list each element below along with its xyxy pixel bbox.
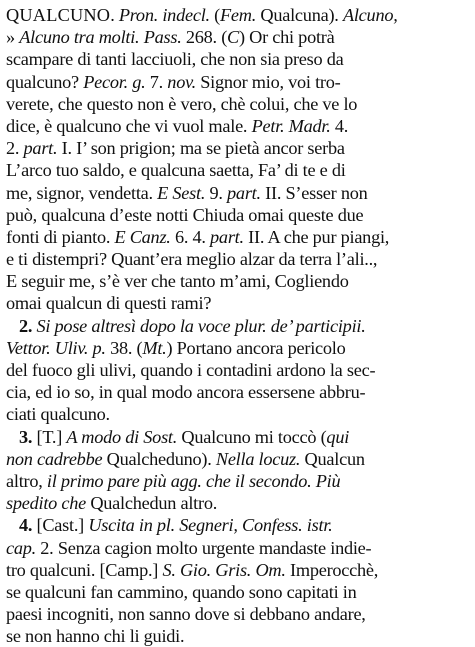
- text-segment: 268. (: [181, 27, 228, 48]
- headword: QUALCUNO: [6, 5, 111, 25]
- text-segment: nov.: [167, 71, 196, 92]
- text-segment: S. Gio. Gris. Om.: [162, 559, 286, 580]
- text-segment: L’arco tuo saldo, e qualcuna saetta, Fa’ di te e di: [6, 160, 346, 181]
- text-segment: ciati qualcuno.: [6, 404, 110, 425]
- text-line: [6, 4, 469, 26]
- text-segment: E Canz.: [114, 226, 171, 247]
- text-line: [6, 115, 469, 137]
- text-segment: il primo pare più agg. che il secondo. Più: [46, 470, 341, 491]
- text-segment: Pron. indecl.: [118, 5, 210, 25]
- text-line: [6, 71, 469, 93]
- text-line: [6, 492, 469, 514]
- text-line: [6, 270, 469, 292]
- text-line: [6, 182, 469, 204]
- text-segment: altro,: [6, 470, 47, 491]
- text-line: [6, 514, 469, 536]
- text-line: [6, 315, 469, 337]
- text-segment: »: [6, 27, 20, 48]
- text-segment: II. S’esser non: [260, 182, 368, 203]
- text-segment: 2.: [6, 315, 37, 336]
- text-segment: cia, ed io so, in qual modo ancora essersene abbru-: [6, 382, 366, 403]
- text-segment: Qualcun: [300, 448, 365, 469]
- text-line: [6, 448, 469, 470]
- text-segment: se qualcuni fan cammino, quando sono capitati in: [6, 581, 357, 602]
- text-segment: 6. 4.: [170, 226, 211, 247]
- text-line: [6, 559, 469, 581]
- text-segment: 38. (: [105, 337, 143, 358]
- text-line: [6, 292, 469, 314]
- text-segment: Uscita in pl. Segneri, Confess. istr.: [88, 515, 333, 536]
- text-segment: II. A che pur piangi,: [243, 226, 390, 247]
- text-segment: [T.]: [36, 426, 67, 447]
- text-segment: ) Or chi potrà: [239, 27, 335, 48]
- text-segment: non cadrebbe: [6, 448, 103, 469]
- text-segment: verete, che questo non è vero, chè colui, che ve lo: [6, 93, 358, 114]
- text-line: [6, 381, 469, 403]
- text-segment: 2. Senza cagion molto urgente mandaste indie-: [35, 537, 372, 558]
- text-line: [6, 204, 469, 226]
- text-segment: part.: [23, 138, 58, 159]
- text-segment: I. I’ son prigion; ma se pietà ancor serba: [57, 138, 345, 159]
- text-segment: 4.: [6, 515, 37, 536]
- text-segment: Vettor. Uliv. p.: [6, 337, 106, 358]
- text-line: [6, 93, 469, 115]
- text-line: [6, 625, 469, 647]
- text-segment: C: [227, 27, 239, 48]
- text-segment: fonti di pianto.: [6, 226, 115, 247]
- text-segment: se non hanno chi li guidi.: [6, 626, 185, 647]
- text-segment: omai qualcun di questi rami?: [6, 293, 212, 314]
- text-segment: cap.: [6, 537, 36, 558]
- text-line: [6, 359, 469, 381]
- text-line: [6, 470, 469, 492]
- text-segment: ) Portano ancora pericolo: [166, 337, 346, 358]
- text-segment: Mt.: [142, 337, 167, 358]
- text-segment: Alcuno tra molti. Pass.: [19, 27, 182, 48]
- text-segment: E Sest.: [157, 182, 206, 203]
- text-segment: Qualcuno mi toccò (: [177, 426, 327, 447]
- text-segment: A modo di Sost.: [66, 426, 178, 447]
- text-line: [6, 403, 469, 425]
- text-segment: e ti distempri? Quant’era meglio alzar da terra l’ali..,: [6, 249, 378, 270]
- text-line: [6, 26, 469, 48]
- text-segment: tro qualcuni. [Camp.]: [6, 559, 163, 580]
- text-segment: qui: [326, 426, 350, 447]
- text-segment: qualcuno?: [6, 71, 84, 92]
- text-segment: Fem.: [220, 5, 257, 25]
- text-segment: Qualcheduno).: [102, 448, 216, 469]
- text-segment: .: [110, 5, 119, 25]
- text-segment: dice, è qualcuno che vi vuol male.: [6, 115, 252, 136]
- text-line: [6, 159, 469, 181]
- text-segment: Alcuno,: [342, 5, 398, 25]
- text-segment: Imperocchè,: [285, 559, 379, 580]
- text-line: [6, 137, 469, 159]
- text-segment: me, signor, vendetta.: [6, 182, 158, 203]
- text-line: [6, 248, 469, 270]
- text-segment: Si pose altresì dopo la voce plur. de’ participii.: [36, 315, 366, 336]
- text-segment: può, qualcuna d’este notti Chiuda omai queste due: [6, 204, 364, 225]
- text-segment: Signor mio, voi tro-: [195, 71, 341, 92]
- text-segment: 2.: [6, 138, 24, 159]
- text-segment: Pecor. g.: [83, 71, 146, 92]
- text-segment: 4.: [330, 115, 349, 136]
- text-line: [6, 48, 469, 70]
- text-line: [6, 603, 469, 625]
- text-segment: Petr. Madr.: [251, 115, 331, 136]
- text-line: [6, 426, 469, 448]
- text-line: [6, 537, 469, 559]
- text-line: [6, 226, 469, 248]
- text-segment: 9.: [205, 182, 228, 203]
- text-segment: spedito che: [6, 493, 86, 514]
- text-segment: part.: [210, 226, 244, 247]
- text-segment: del fuoco gli ulivi, quando i contadini ardono la sec-: [6, 360, 376, 380]
- text-segment: paesi incogniti, non sanno dove si debbano andare,: [6, 604, 366, 625]
- text-line: [6, 581, 469, 603]
- text-segment: [Cast.]: [36, 515, 89, 536]
- text-line: [6, 337, 469, 359]
- text-segment: Nella locuz.: [215, 448, 301, 469]
- text-segment: part.: [227, 182, 261, 203]
- text-segment: scampare di tanti lacciuoli, che non sia preso da: [6, 49, 344, 70]
- text-segment: 3.: [6, 426, 37, 447]
- text-segment: Qualcuna).: [256, 5, 343, 25]
- text-segment: (: [209, 5, 221, 25]
- text-segment: 7.: [145, 71, 168, 92]
- text-segment: Qualchedun altro.: [86, 493, 218, 514]
- text-segment: E seguir me, s’è ver che tanto m’ami, Cogliendo: [6, 271, 349, 292]
